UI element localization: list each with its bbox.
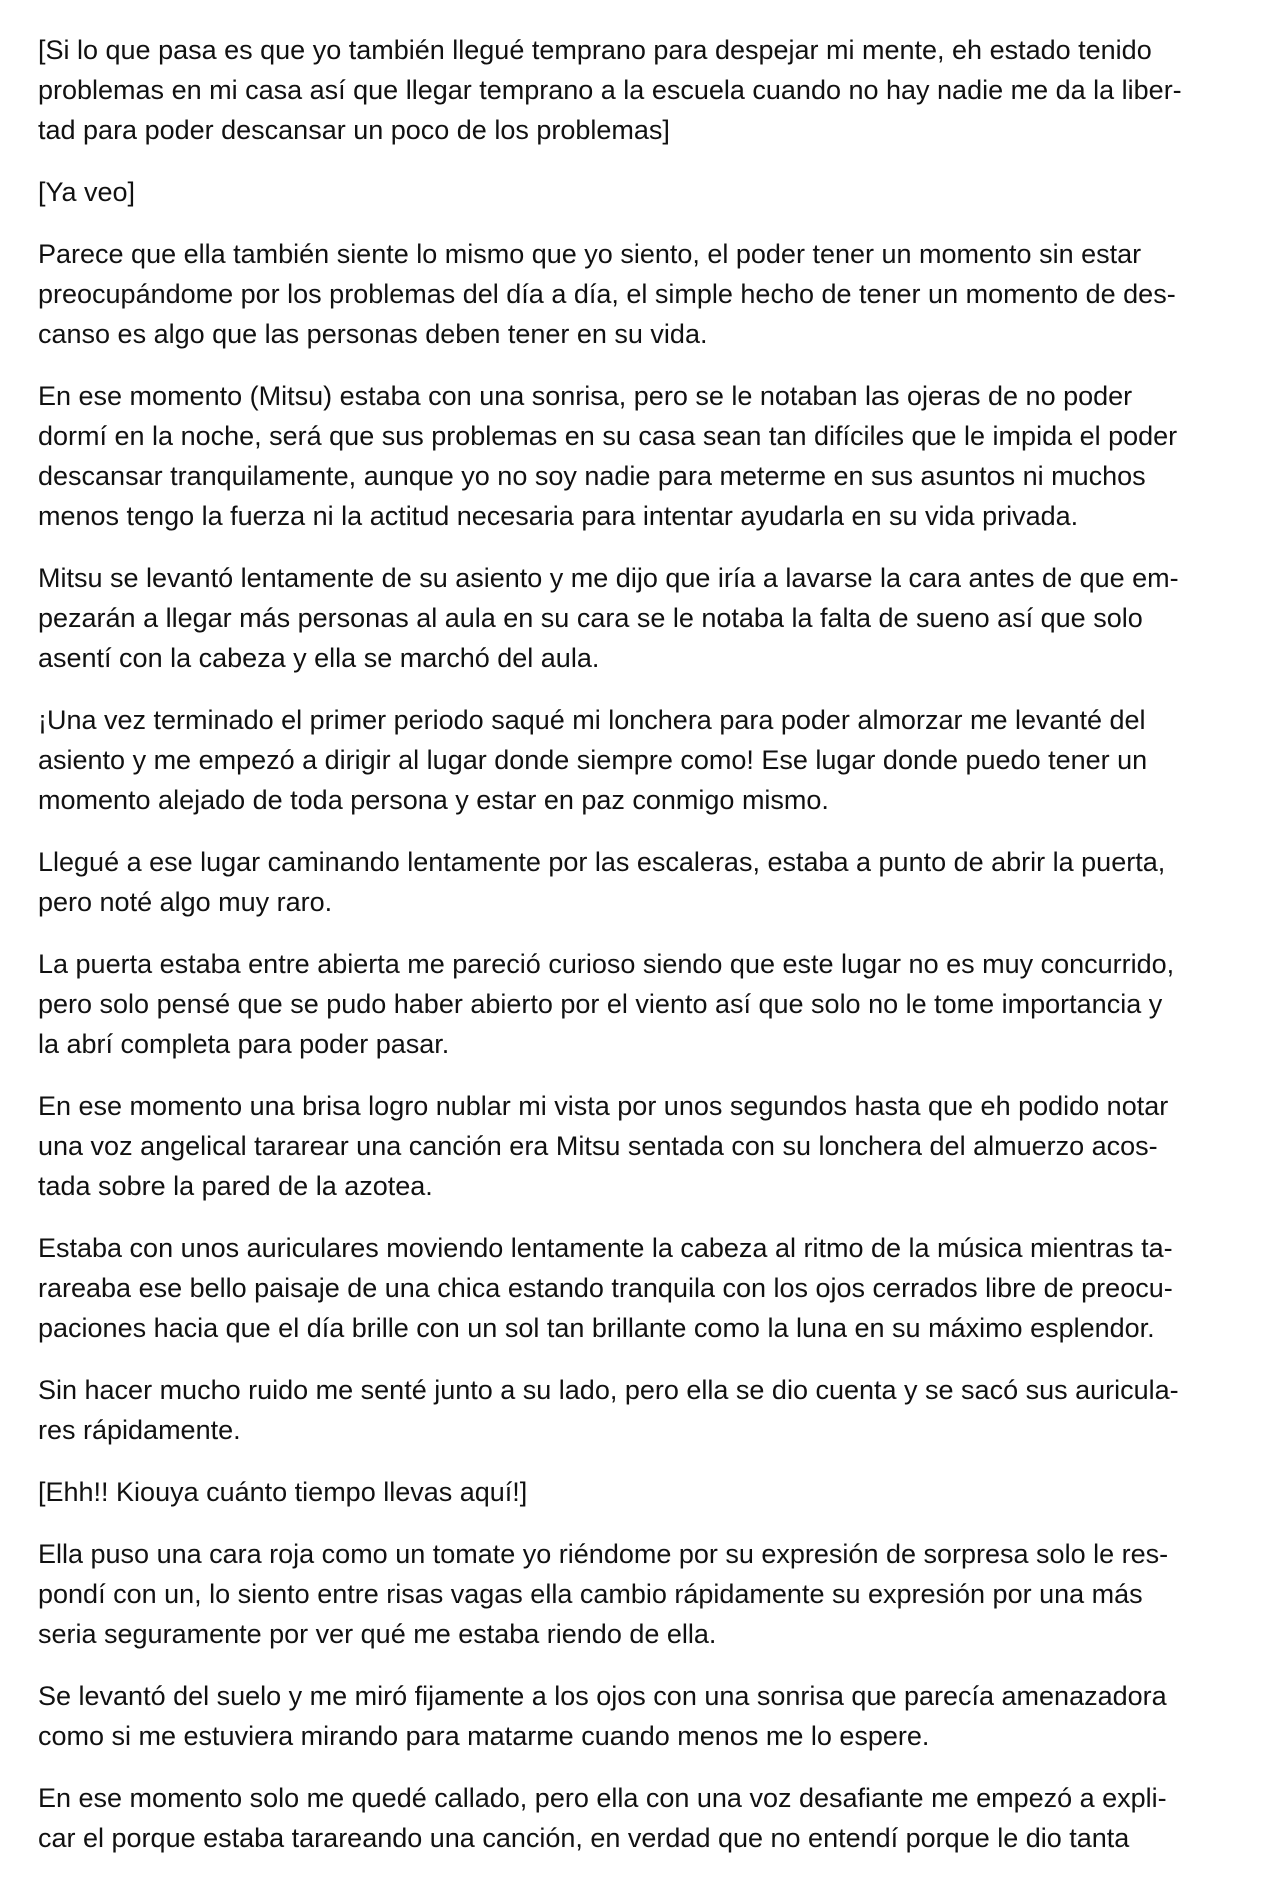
text-line: la abrí completa para poder pasar. [38,1029,450,1059]
text-line: seria seguramente por ver qué me estaba riendo de ella. [38,1619,717,1649]
text-line: En ese momento una brisa logro nublar mi vista por unos segundos hasta que eh podido notar [38,1091,1169,1121]
text-line: canso es algo que las personas deben tener en su vida. [38,319,708,349]
paragraph [38,1472,1228,1512]
text-line: pondí con un, lo siento entre risas vagas ella cambio rápidamente su expresión por una más [38,1579,1143,1609]
paragraph [38,1086,1228,1206]
text-line: problemas en mi casa así que llegar temprano a la escuela cuando no hay nadie me da la liber- [38,75,1182,105]
text-line: Llegué a ese lugar caminando lentamente por las escaleras, estaba a punto de abrir la puerta, [38,847,1166,877]
text-line: dormí en la noche, será que sus problemas en su casa sean tan difíciles que le impida el poder [38,421,1178,451]
text-line: pero noté algo muy raro. [38,887,333,917]
paragraph [38,700,1228,820]
paragraph [38,1778,1228,1858]
paragraph [38,1228,1228,1348]
paragraph [38,30,1228,150]
paragraph [38,558,1228,678]
paragraph [38,1370,1228,1450]
paragraph [38,842,1228,922]
text-line: asentí con la cabeza y ella se marchó del aula. [38,643,600,673]
text-line: Sin hacer mucho ruido me senté junto a su lado, pero ella se dio cuenta y se sacó sus auricula- [38,1375,1179,1405]
text-line: tada sobre la pared de la azotea. [38,1171,433,1201]
text-line: rareaba ese bello paisaje de una chica estando tranquila con los ojos cerrados libre de preocu- [38,1273,1173,1303]
text-line: car el porque estaba tarareando una canción, en verdad que no entendí porque le dio tanta [38,1823,1130,1853]
paragraph [38,376,1228,536]
text-line: una voz angelical tararear una canción era Mitsu sentada con su lonchera del almuerzo acos- [38,1131,1158,1161]
text-line: menos tengo la fuerza ni la actitud necesaria para intentar ayudarla en su vida privada. [38,501,1079,531]
text-line: paciones hacia que el día brille con un sol tan brillante como la luna en su máximo esplendor. [38,1313,1155,1343]
text-line: En ese momento (Mitsu) estaba con una sonrisa, pero se le notaban las ojeras de no poder [38,381,1133,411]
text-line: [Si lo que pasa es que yo también llegué temprano para despejar mi mente, eh estado tenido [38,35,1152,65]
text-line: momento alejado de toda persona y estar en paz conmigo mismo. [38,785,829,815]
text-line: Parece que ella también siente lo mismo que yo siento, el poder tener un momento sin estar [38,239,1142,269]
text-line: preocupándome por los problemas del día a día, el simple hecho de tener un momento de des- [38,279,1176,309]
text-line: pezarán a llegar más personas al aula en su cara se le notaba la falta de sueno así que solo [38,603,1143,633]
text-line: Se levantó del suelo y me miró fijamente a los ojos con una sonrisa que parecía amenazadora [38,1681,1167,1711]
text-line: descansar tranquilamente, aunque yo no soy nadie para meterme en sus asuntos ni muchos [38,461,1146,491]
paragraph [38,234,1228,354]
text-line: tad para poder descansar un poco de los problemas] [38,115,670,145]
paragraph [38,1676,1228,1756]
document-page [38,30,1228,1880]
text-line: Estaba con unos auriculares moviendo lentamente la cabeza al ritmo de la música mientras ta- [38,1233,1173,1263]
paragraph [38,172,1228,212]
text-line: En ese momento solo me quedé callado, pero ella con una voz desafiante me empezó a expli- [38,1783,1167,1813]
text-line: La puerta estaba entre abierta me pareció curioso siendo que este lugar no es muy concurrido, [38,949,1175,979]
text-line: [Ya veo] [38,177,136,207]
text-line: Mitsu se levantó lentamente de su asiento y me dijo que iría a lavarse la cara antes de que em- [38,563,1179,593]
paragraph [38,1534,1228,1654]
text-line: asiento y me empezó a dirigir al lugar donde siempre como! Ese lugar donde puedo tener un [38,745,1148,775]
text-line: como si me estuviera mirando para matarme cuando menos me lo espere. [38,1721,930,1751]
text-line: pero solo pensé que se pudo haber abierto por el viento así que solo no le tome importancia y [38,989,1163,1019]
text-line: res rápidamente. [38,1415,241,1445]
text-line: Ella puso una cara roja como un tomate yo riéndome por su expresión de sorpresa solo le res- [38,1539,1169,1569]
paragraph [38,944,1228,1064]
text-line: [Ehh!! Kiouya cuánto tiempo llevas aquí!] [38,1477,528,1507]
text-line: ¡Una vez terminado el primer periodo saqué mi lonchera para poder almorzar me levanté del [38,705,1146,735]
